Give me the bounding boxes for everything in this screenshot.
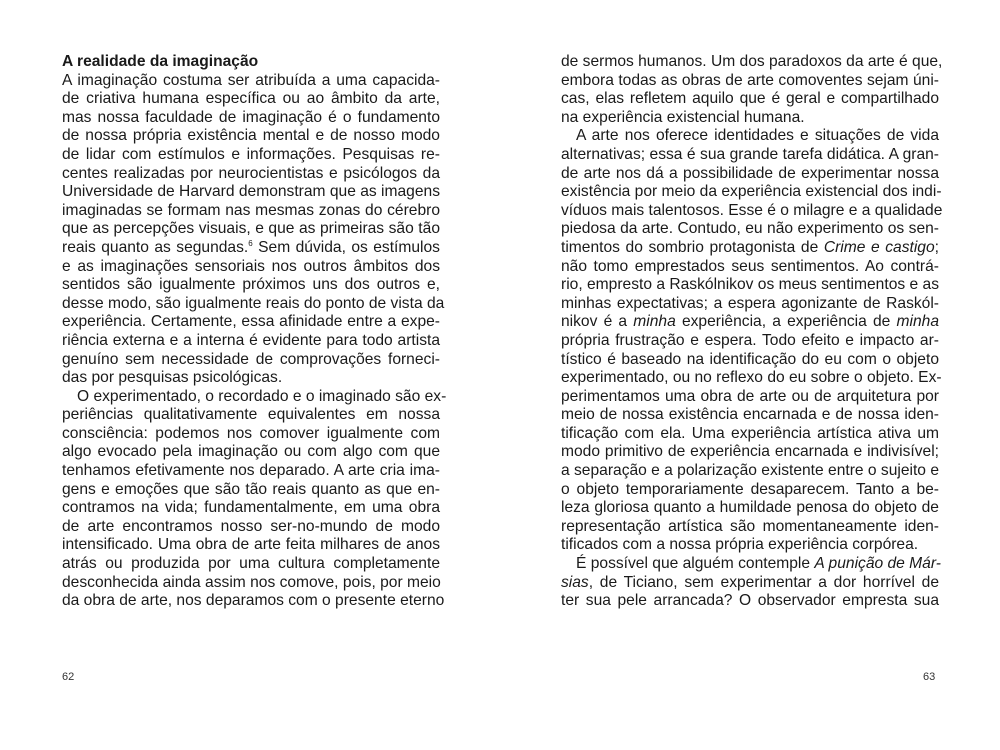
text-line: algo evocado pela imaginação ou com algo com que — [62, 443, 440, 461]
text-line: embora todas as obras de arte comoventes sejam úni- — [561, 71, 939, 89]
text-line: experiência. Certamente, essa afinidade entre a expe- — [62, 313, 440, 331]
text-line: existência por meio da experiência existencial dos indi- — [561, 183, 942, 201]
text-segment: timentos do sombrio protagonista de — [561, 238, 824, 256]
text-line: imaginadas se formam nas mesmas zonas do cérebro — [62, 201, 440, 219]
text-segment: nikov é a — [561, 313, 634, 331]
text-segment: , de Ticiano, sem experimentar a dor horrível de — [588, 573, 939, 591]
text-line: A arte nos oferece identidades e situações de vida — [576, 127, 939, 145]
text-line: o objeto temporariamente desaparecem. Tanto a be- — [561, 480, 939, 498]
text-line: não tomo emprestados seus sentimentos. Ao contrá- — [561, 257, 939, 275]
text-line: experimentado, ou no reflexo do eu sobre o objeto. Ex- — [561, 369, 942, 387]
text-line: da obra de arte, nos deparamos com o presente eterno — [62, 592, 445, 610]
text-segment: experiência, a experiência de — [675, 313, 897, 331]
text-line: de arte nos dá a possibilidade de experimentar nossa — [561, 164, 939, 182]
text-line: própria frustração e espera. Todo efeito e impacto ar- — [561, 331, 939, 349]
text-line: de arte encontramos nosso ser-no-mundo de modo — [62, 517, 440, 535]
text-line: O experimentado, o recordado e o imaginado são ex- — [77, 387, 447, 405]
text-line: tificação com ela. Uma experiência artística ativa um — [561, 424, 939, 442]
text-line-with-title — [561, 555, 939, 574]
text-line: genuíno sem necessidade de comprovações forneci- — [62, 350, 440, 368]
text-line: Universidade de Harvard demonstram que as imagens — [62, 183, 440, 201]
text-line: leza gloriosa quanto a humildade penosa do objeto de — [561, 499, 939, 517]
text-line: de lidar com estímulos e informações. Pesquisas re- — [62, 145, 440, 163]
text-segment: reais quanto as segundas. — [62, 238, 249, 256]
text-line: de nossa própria existência mental e de nosso modo — [62, 127, 440, 145]
section-heading: A realidade da imaginação — [62, 53, 259, 70]
artwork-title: sias — [561, 573, 589, 591]
text-line: mas nossa faculdade de imaginação é o fundamento — [62, 108, 440, 126]
text-line: alternativas; essa é sua grande tarefa didática. A gran- — [561, 145, 939, 163]
text-line: piedosa da arte. Contudo, eu não experimento os sen- — [561, 220, 939, 238]
text-line: e as imaginações sensoriais nos outros âmbitos dos — [62, 257, 440, 275]
text-line: consciência: podemos nos comover igualmente com — [62, 424, 440, 442]
text-line: gens e emoções que são tão reais quanto as que en- — [62, 480, 440, 498]
emphasis: minha — [633, 313, 676, 331]
footnote-reference: 6 — [248, 238, 253, 248]
artwork-title: A punição de Már- — [814, 555, 941, 573]
text-line: atrás ou produzida por uma cultura completamente — [62, 555, 440, 573]
text-line-with-emphasis — [561, 313, 939, 332]
text-line: A imaginação costuma ser atribuída a uma capacida- — [62, 71, 440, 89]
text-line: tístico é baseado na identificação do eu com o objeto — [561, 350, 939, 368]
text-line: sentidos são igualmente próximos uns dos outros e, — [62, 276, 440, 294]
text-line: modo primitivo de experiência encarnada e indivisível; — [561, 443, 939, 461]
text-line: víduos mais talentosos. Esse é o milagre e a qualidade — [561, 201, 943, 219]
left-text-column — [62, 53, 447, 611]
text-line: das por pesquisas psicológicas. — [62, 369, 283, 387]
text-line: de criativa humana específica ou ao âmbito da arte, — [62, 90, 440, 108]
text-line: riência externa e a interna é evidente para todo artista — [62, 331, 440, 349]
text-line: cas, elas refletem aquilo que é geral e compartilhado — [561, 90, 939, 108]
text-line: meio de nossa existência encarnada e de nossa iden- — [561, 406, 939, 424]
text-line: na experiência existencial humana. — [561, 108, 805, 126]
text-segment: Sem dúvida, os estímulos — [252, 238, 440, 256]
book-title: Crime e castigo — [823, 238, 935, 256]
text-line: minhas expectativas; a espera agonizante de Raskól- — [561, 294, 939, 312]
text-line-with-title — [561, 239, 939, 258]
page-number: 62 — [62, 671, 75, 683]
text-line-with-footnote — [62, 239, 440, 258]
text-line: desconhecida ainda assim nos comove, pois, por meio — [62, 573, 441, 591]
page-number: 63 — [923, 671, 936, 683]
text-line: centes realizadas por neurocientistas e psicólogos da — [62, 164, 440, 182]
text-line: perimentamos uma obra de arte ou de arquitetura por — [561, 387, 939, 405]
text-line: desse modo, são igualmente reais do ponto de vista da — [62, 294, 445, 312]
text-segment: É possível que alguém contemple — [576, 555, 815, 573]
right-page — [500, 0, 1000, 750]
text-line: intensificado. Uma obra de arte feita milhares de anos — [62, 536, 440, 554]
text-line: rio, empresto a Raskólnikov os meus sentimentos e as — [561, 276, 939, 294]
text-line: contramos na vida; fundamentalmente, em uma obra — [62, 499, 440, 517]
emphasis: minha — [896, 313, 940, 331]
right-text-column — [561, 53, 943, 611]
text-line: ter sua pele arrancada? O observador empresta sua — [561, 592, 939, 610]
text-line: periências qualitativamente equivalentes em nossa — [62, 406, 440, 424]
text-line: a separação e a polarização existente entre o sujeito e — [561, 462, 939, 480]
text-segment: ; — [934, 238, 939, 256]
text-line: tificados com a nossa própria experiência corpórea. — [561, 536, 919, 554]
text-line: que as percepções visuais, e que as primeiras são tão — [62, 220, 440, 238]
text-line: de sermos humanos. Um dos paradoxos da arte é que, — [561, 53, 943, 70]
text-line: tenhamos efetivamente nos deparado. A arte cria ima- — [62, 462, 440, 480]
text-line: representação artística são momentaneamente iden- — [561, 517, 939, 535]
text-line-with-title — [561, 574, 939, 593]
